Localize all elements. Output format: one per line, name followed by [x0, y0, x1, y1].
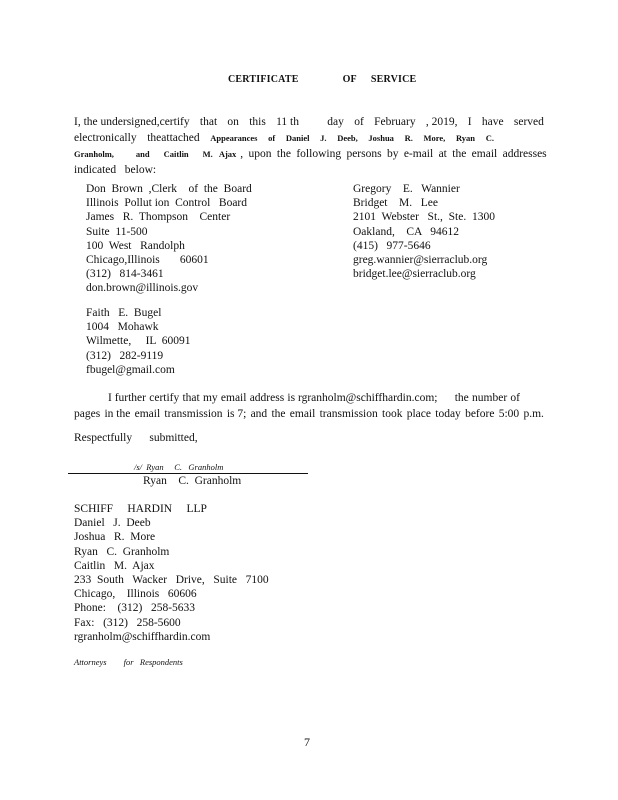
- text-span: electronically: [74, 132, 137, 144]
- text-span: C.: [485, 133, 494, 143]
- address-line: Don Brown ,Clerk of the Board: [86, 183, 252, 195]
- title-word-service: SERVICE: [370, 74, 417, 85]
- certification-paragraph: [74, 114, 547, 178]
- text-span: Ryan: [455, 133, 476, 143]
- text-span: number: [472, 392, 508, 404]
- text-span: Joshua: [368, 133, 394, 143]
- text-span: M.: [202, 149, 213, 159]
- service-address-bugel: [86, 306, 191, 377]
- email-text: don.brown@illinois.gov: [86, 282, 199, 295]
- text-span: before: [465, 408, 495, 420]
- text-span: took: [382, 408, 403, 420]
- address-line: (312) 814-3461: [86, 268, 164, 281]
- text-span: J.: [320, 133, 327, 143]
- text-span: Caitlin: [163, 149, 189, 159]
- text-span: my: [202, 392, 218, 404]
- signer-name: Ryan C. Granholm: [143, 475, 242, 487]
- closing-text: Respectfully submitted,: [74, 432, 198, 444]
- paragraph-line-4: [74, 162, 544, 178]
- text-span: p.m.: [523, 408, 544, 420]
- attorney-name: Caitlin M. Ajax: [74, 559, 155, 572]
- text-span: day: [327, 116, 344, 128]
- text-span: of: [510, 392, 520, 404]
- address-line: Chicago,Illinois 60601: [86, 254, 209, 267]
- firm-signature-block: [74, 502, 269, 644]
- address-line: 1004 Mohawk: [86, 321, 159, 334]
- text-span: I: [467, 116, 472, 128]
- text-span: certify: [149, 392, 180, 404]
- text-span: transmission: [319, 408, 378, 420]
- text-span: and: [250, 408, 268, 420]
- page-number: 7: [304, 735, 310, 749]
- text-span: Appearances: [210, 133, 258, 143]
- paragraph-line-1: [74, 114, 544, 130]
- text-span: pages: [74, 408, 101, 420]
- text-span: of: [268, 133, 276, 143]
- electronic-signature: /s/ Ryan C. Granholm: [134, 462, 224, 472]
- email-text: rgranholm@schiffhardin.com: [74, 630, 211, 643]
- email-certification-paragraph: [74, 390, 544, 422]
- text-span: that: [182, 392, 200, 404]
- address-line: Bridget M. Lee: [353, 197, 438, 210]
- text-span: I further: [108, 392, 146, 404]
- text-span: , upon the following persons by e-mail at the email addresses: [240, 148, 547, 160]
- text-span: is rgranholm@schiffhardin.com;: [287, 392, 438, 404]
- text-span: place: [406, 408, 431, 420]
- address-line: Chicago, Illinois 60606: [74, 588, 197, 601]
- address-line: 2101 Webster St., Ste. 1300: [353, 211, 495, 224]
- service-address-sierraclub: [353, 182, 495, 281]
- text-span: in the: [104, 408, 131, 420]
- paragraph-line-3: [74, 146, 547, 162]
- text-span: theattached: [147, 132, 200, 144]
- address-line: Oakland, CA 94612: [353, 225, 460, 238]
- text-span: email: [134, 408, 161, 420]
- text-span: 5:00: [498, 408, 520, 420]
- text-span: Deeb,: [337, 133, 358, 143]
- document-title: [228, 74, 416, 85]
- title-word-certificate: CERTIFICATE: [228, 74, 299, 85]
- text-span: Daniel: [285, 133, 310, 143]
- text-span: Granholm,: [74, 149, 114, 159]
- text-span: R.: [404, 133, 413, 143]
- text-span: that: [199, 116, 218, 128]
- text-span: the: [454, 392, 469, 404]
- text-span: is 7;: [226, 408, 247, 420]
- text-span: of: [354, 116, 364, 128]
- address-line: 100 West Randolph: [86, 239, 185, 252]
- text-span: this: [249, 116, 266, 128]
- signature-line: [68, 473, 308, 474]
- text-span: served: [513, 116, 544, 128]
- fax-line: Fax: (312) 258-5600: [74, 616, 181, 629]
- text-span: Ajax: [218, 149, 237, 159]
- address-line: Suite 11-500: [86, 225, 148, 238]
- attorney-name: Ryan C. Granholm: [74, 545, 170, 558]
- paragraph-line-2: [74, 130, 494, 146]
- address-line: 233 South Wacker Drive, Suite 7100: [74, 574, 269, 587]
- text-span: transmission: [164, 408, 223, 420]
- text-span: email: [289, 408, 316, 420]
- text-span: 11 th: [276, 116, 300, 128]
- email-text: bridget.lee@sierraclub.org: [353, 268, 476, 281]
- text-span: on: [227, 116, 239, 128]
- text-span: , 2019,: [425, 116, 458, 128]
- address-line: Illinois Pollut ion Control Board: [86, 197, 248, 210]
- address-line: Wilmette, IL 60091: [86, 335, 191, 348]
- email-text: fbugel@gmail.com: [86, 363, 175, 376]
- firm-name: SCHIFF HARDIN LLP: [74, 503, 207, 515]
- text-span: email: [220, 392, 247, 404]
- attorneys-label: Attorneys for Respondents: [74, 657, 183, 667]
- email-text: greg.wannier@sierraclub.org: [353, 254, 488, 267]
- text-span: address: [249, 392, 285, 404]
- phone-line: Phone: (312) 258-5633: [74, 602, 196, 615]
- text-span: today: [435, 408, 461, 420]
- text-span: the: [271, 408, 286, 420]
- paragraph-line-1: [74, 390, 520, 406]
- text-span: indicated below:: [74, 164, 157, 176]
- text-span: have: [481, 116, 504, 128]
- text-span: More,: [423, 133, 446, 143]
- attorney-name: Joshua R. More: [74, 531, 156, 544]
- text-span: I, the undersigned,certify: [74, 116, 190, 128]
- text-span: February: [374, 116, 416, 128]
- text-span: and: [135, 149, 150, 159]
- service-address-brown: [86, 182, 252, 296]
- address-line: (415) 977-5646: [353, 239, 431, 252]
- address-line: James R. Thompson Center: [86, 211, 231, 224]
- attorney-name: Daniel J. Deeb: [74, 517, 151, 530]
- address-line: (312) 282-9119: [86, 349, 164, 362]
- title-word-of: OF: [342, 74, 357, 85]
- paragraph-line-2: [74, 406, 544, 422]
- address-line: Faith E. Bugel: [86, 307, 162, 319]
- address-line: Gregory E. Wannier: [353, 183, 460, 195]
